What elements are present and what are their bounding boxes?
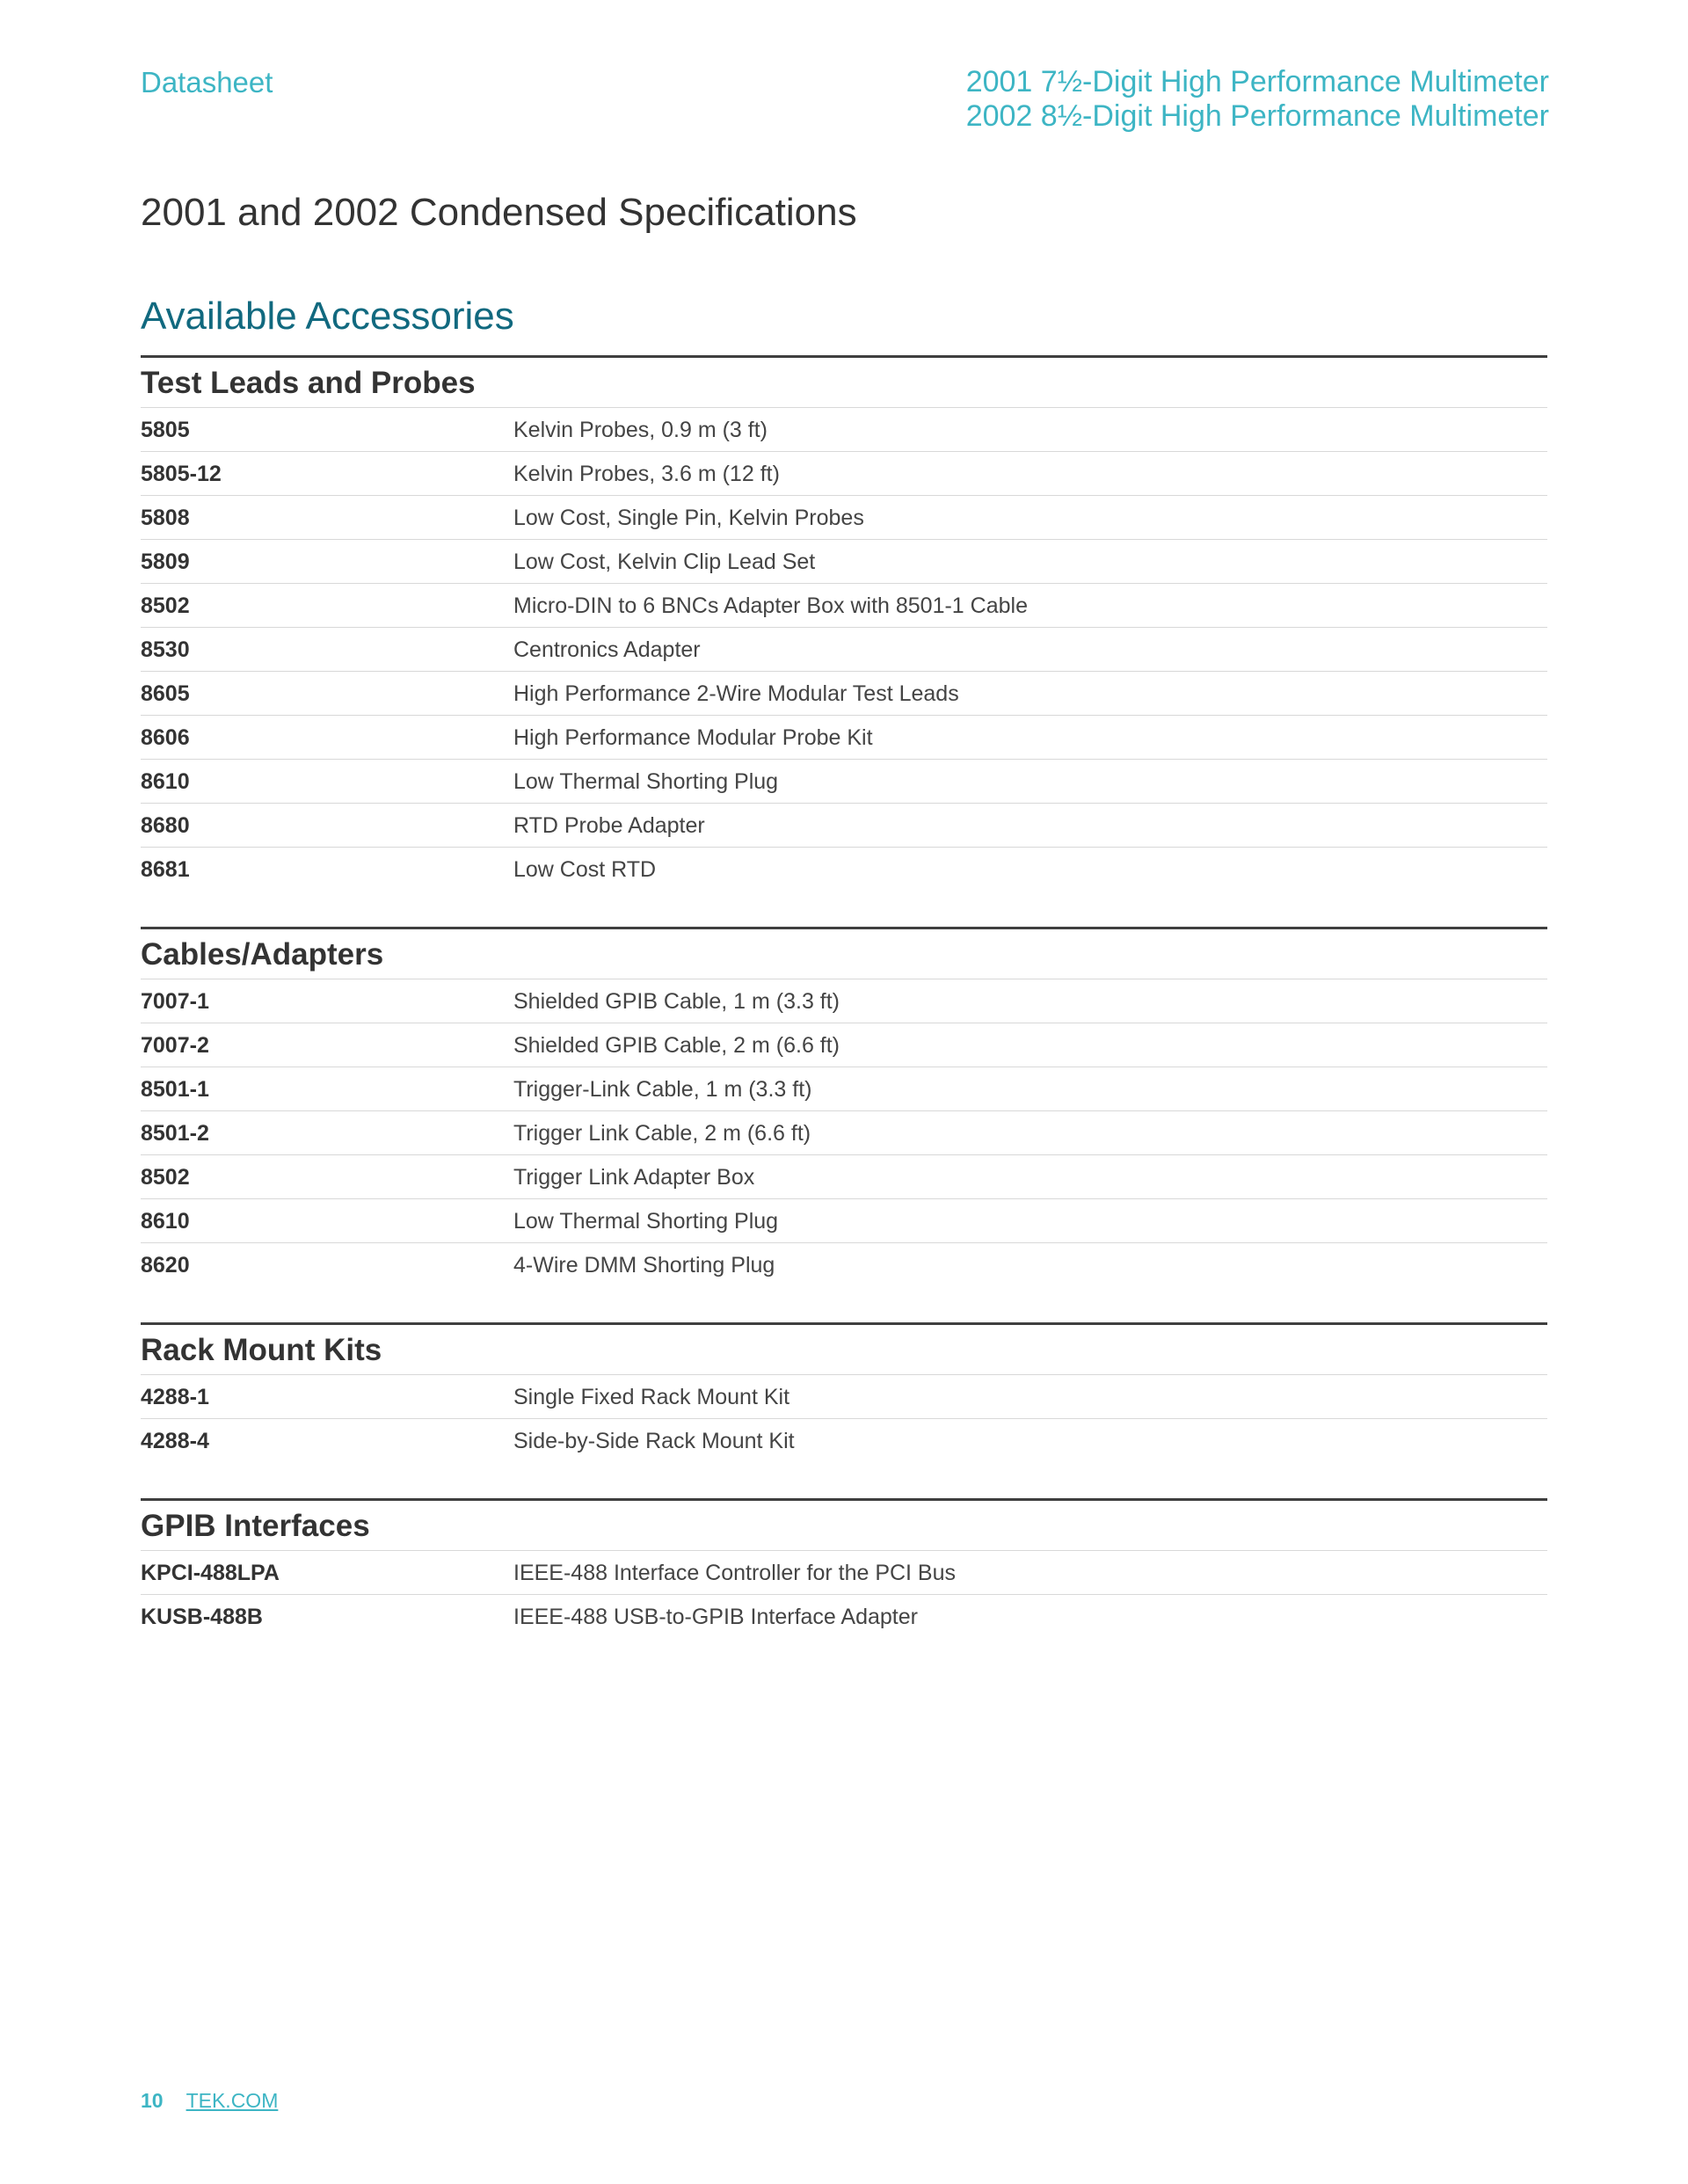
accessory-model: 8530 [141,637,190,662]
accessory-row [141,628,1547,672]
page-title: 2001 and 2002 Condensed Specifications [141,191,857,234]
accessory-model: 5805-12 [141,462,222,486]
accessory-description: Shielded GPIB Cable, 2 m (6.6 ft) [513,1033,840,1058]
accessory-description: IEEE-488 USB-to-GPIB Interface Adapter [513,1605,918,1629]
accessory-description: High Performance 2-Wire Modular Test Leads [513,681,959,706]
section-heading: Available Accessories [141,295,514,338]
accessory-description: Low Thermal Shorting Plug [513,1209,779,1234]
accessory-description: Kelvin Probes, 0.9 m (3 ft) [513,418,768,442]
accessory-description: Micro-DIN to 6 BNCs Adapter Box with 8501-1 Cable [513,593,1028,618]
accessory-row [141,1067,1547,1111]
accessory-row [141,716,1547,760]
datasheet-page [141,0,1547,2184]
accessory-row [141,1023,1547,1067]
accessory-row [141,1155,1547,1199]
accessory-description: Side-by-Side Rack Mount Kit [513,1429,795,1453]
accessory-row [141,1243,1547,1287]
product-title-block [966,65,1549,134]
page-footer [141,2089,278,2113]
accessory-model: 8501-1 [141,1077,209,1102]
accessory-model: 8610 [141,1209,190,1234]
accessory-model: 4288-1 [141,1385,209,1409]
accessory-row [141,672,1547,716]
accessory-description: Trigger Link Cable, 2 m (6.6 ft) [513,1121,811,1146]
accessory-row [141,540,1547,584]
website-link[interactable]: TEK.COM [186,2089,279,2112]
accessory-group [141,927,1547,1287]
accessory-description: Low Cost, Kelvin Clip Lead Set [513,550,816,574]
product-title-line-2: 2002 8½-Digit High Performance Multimeter [965,99,1549,133]
accessory-model: 5805 [141,418,190,442]
accessory-model: 8501-2 [141,1121,209,1146]
accessory-model: 8502 [141,593,190,618]
accessory-model: 7007-1 [141,989,209,1014]
accessory-description: Low Cost RTD [513,857,657,882]
group-title: GPIB Interfaces [141,1501,1547,1551]
accessory-model: 8605 [141,681,190,706]
accessory-model: KUSB-488B [141,1605,263,1629]
accessory-model: 8610 [141,769,190,794]
accessory-model: 4288-4 [141,1429,209,1453]
accessory-row [141,1595,1547,1639]
accessory-description: Trigger-Link Cable, 1 m (3.3 ft) [513,1077,812,1102]
accessory-row [141,1551,1547,1595]
accessory-description: Low Cost, Single Pin, Kelvin Probes [513,506,864,530]
accessory-row [141,760,1547,804]
accessory-description: Single Fixed Rack Mount Kit [513,1385,790,1409]
accessory-model: KPCI-488LPA [141,1561,280,1585]
accessory-row [141,1111,1547,1155]
accessory-group [141,355,1547,892]
accessory-group [141,1498,1547,1639]
accessory-row [141,979,1547,1023]
accessory-row [141,584,1547,628]
accessory-description: Shielded GPIB Cable, 1 m (3.3 ft) [513,989,840,1014]
accessory-row [141,408,1547,452]
product-title-line-1: 2001 7½-Digit High Performance Multimeter [965,65,1549,98]
accessory-row [141,1419,1547,1463]
accessory-row [141,496,1547,540]
accessory-model: 5808 [141,506,190,530]
accessory-group [141,1322,1547,1463]
group-title: Test Leads and Probes [141,358,1547,408]
group-title: Cables/Adapters [141,929,1547,979]
accessory-description: IEEE-488 Interface Controller for the PCI Bus [513,1561,957,1585]
accessory-description: 4-Wire DMM Shorting Plug [513,1253,775,1278]
accessory-description: RTD Probe Adapter [513,813,705,838]
accessory-description: Kelvin Probes, 3.6 m (12 ft) [513,462,780,486]
accessory-model: 7007-2 [141,1033,209,1058]
accessory-row [141,848,1547,892]
accessory-model: 8502 [141,1165,190,1190]
page-number: 10 [141,2089,164,2112]
accessory-model: 8680 [141,813,190,838]
accessory-model: 5809 [141,550,190,574]
accessories-list [141,355,1547,1674]
document-type-label: Datasheet [141,66,273,98]
accessory-description: High Performance Modular Probe Kit [513,725,873,750]
accessory-description: Low Thermal Shorting Plug [513,769,779,794]
accessory-description: Trigger Link Adapter Box [513,1165,755,1190]
accessory-row [141,804,1547,848]
accessory-row [141,452,1547,496]
accessory-model: 8620 [141,1253,190,1278]
accessory-model: 8606 [141,725,190,750]
accessory-description: Centronics Adapter [513,637,701,662]
group-title: Rack Mount Kits [141,1325,1547,1375]
accessory-model: 8681 [141,857,190,882]
accessory-row [141,1375,1547,1419]
accessory-row [141,1199,1547,1243]
